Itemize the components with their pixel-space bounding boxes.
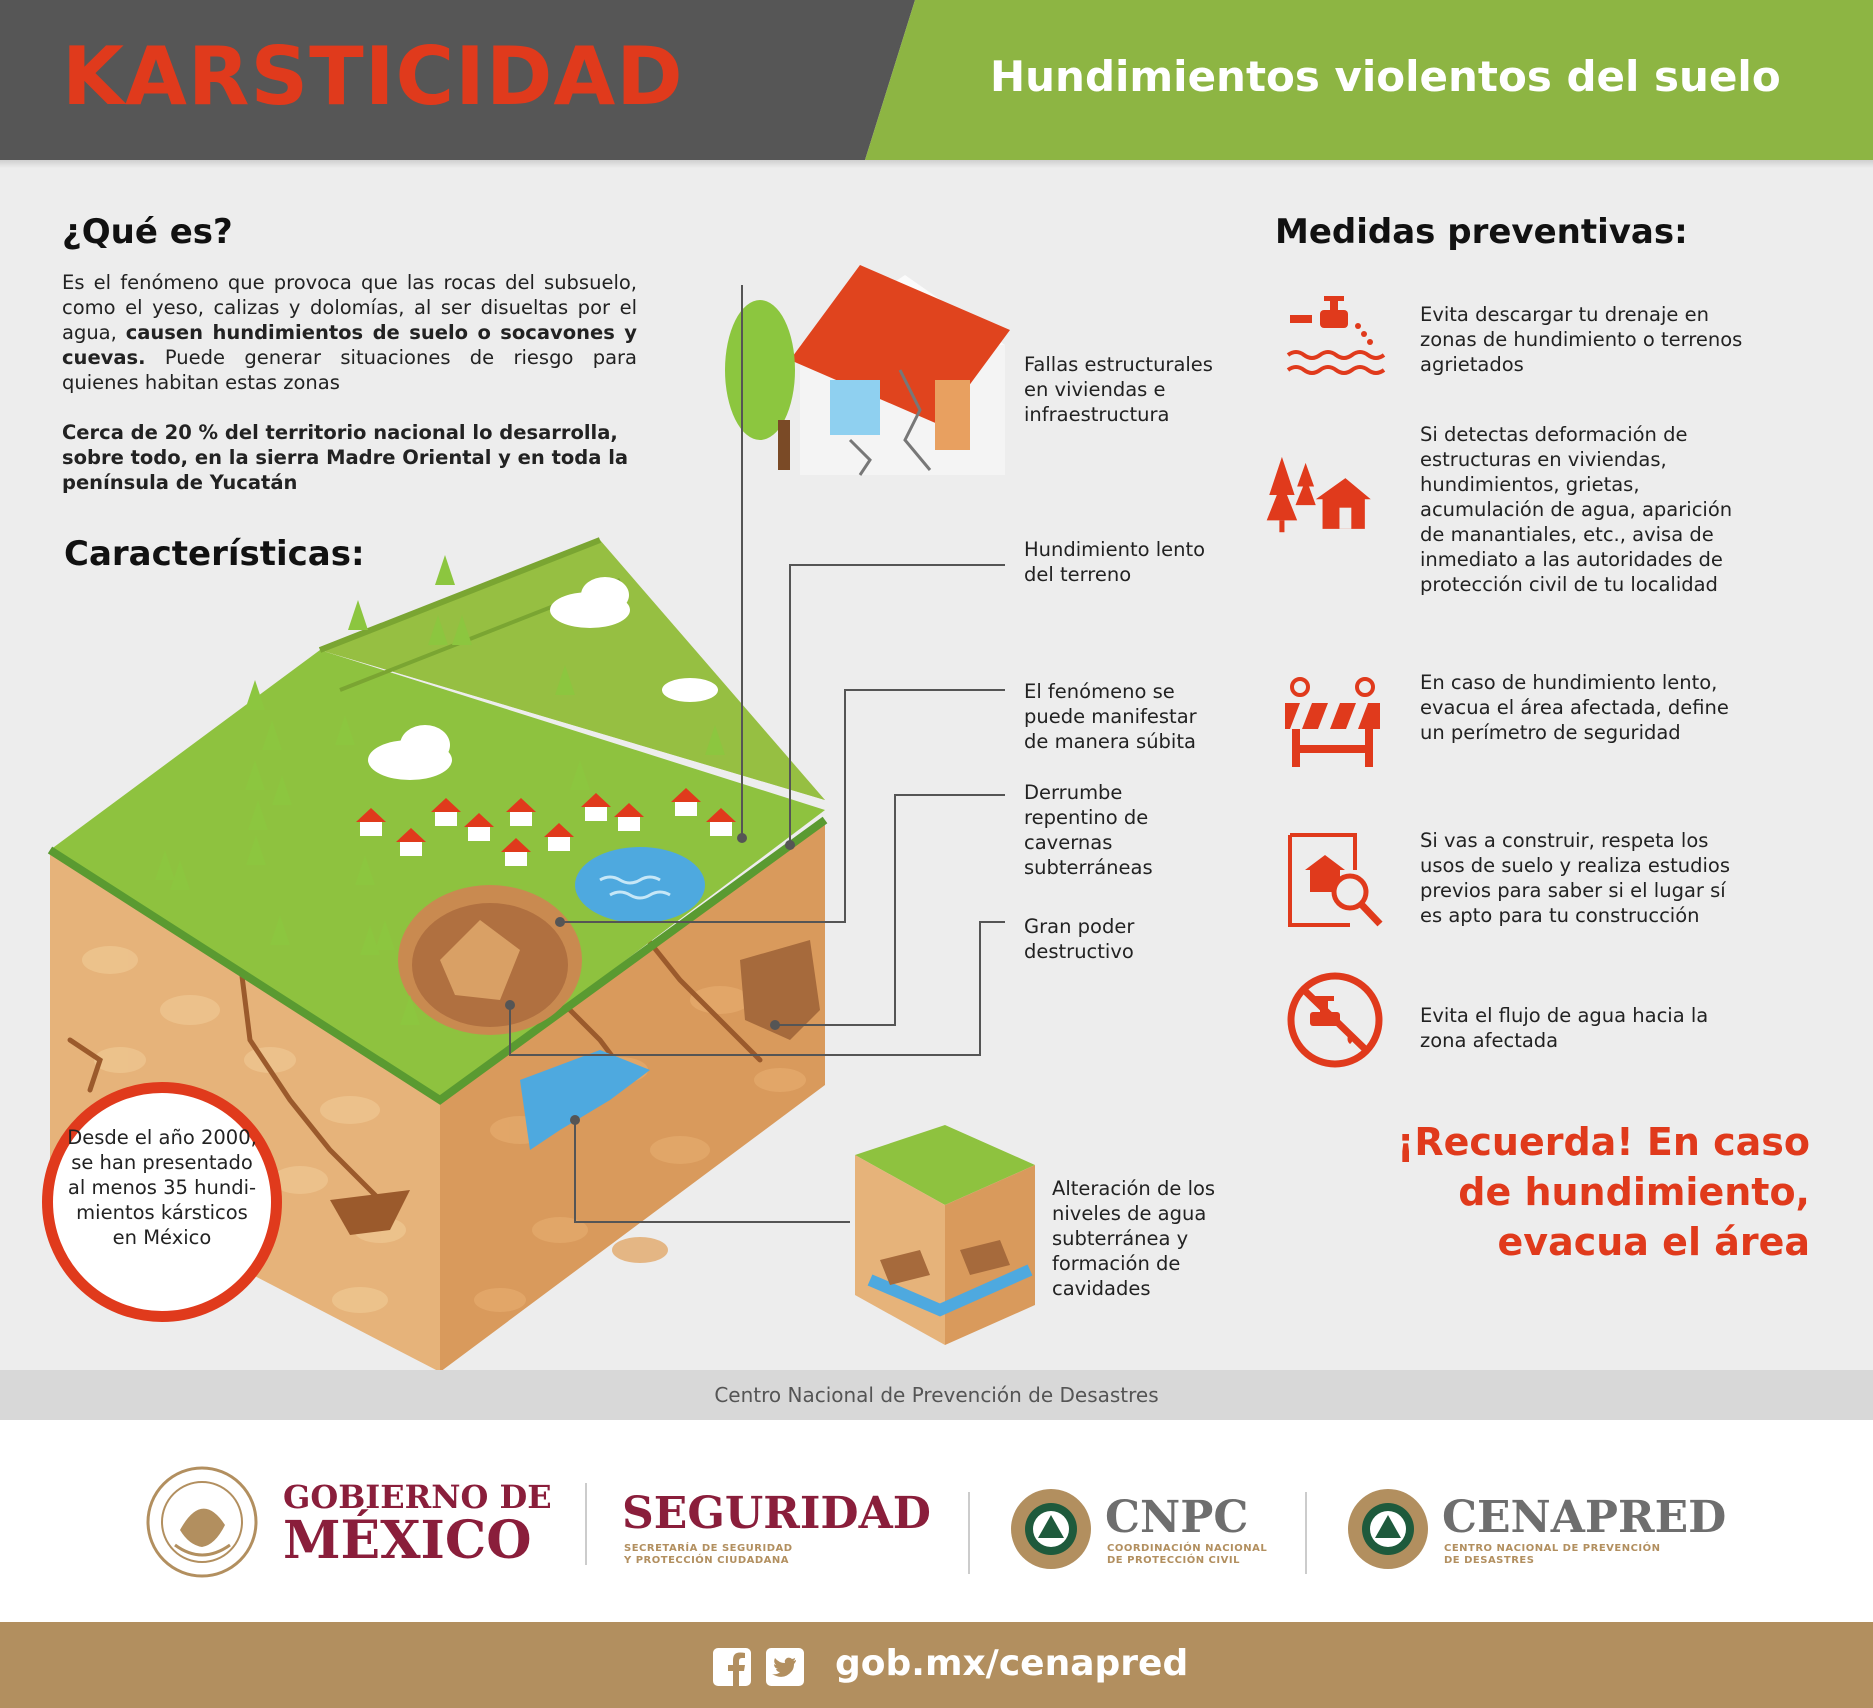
callout-subita: El fenómeno se puede manifestar de manera súbita bbox=[1024, 680, 1197, 753]
cenapred-sub1: CENTRO NACIONAL DE PREVENCIÓN bbox=[1444, 1543, 1661, 1554]
gob-logo-line2: MÉXICO bbox=[283, 1510, 532, 1571]
seguridad-logo: SEGURIDAD bbox=[622, 1488, 931, 1539]
callout-derrumbe: Derrumbe repentino de cavernas subterráneas bbox=[1024, 781, 1153, 879]
drain-water-icon bbox=[1280, 290, 1390, 390]
cenapred-logo: CENAPRED bbox=[1442, 1492, 1727, 1543]
cnpc-logo: CNPC bbox=[1105, 1492, 1249, 1543]
reminder-text: ¡Recuerda! En caso de hundimiento, evacua el área bbox=[1397, 1120, 1810, 1264]
logo-separator bbox=[1305, 1492, 1307, 1574]
cenapred-sub2: DE DESASTRES bbox=[1444, 1555, 1535, 1566]
page-subtitle: Hundimientos violentos del suelo bbox=[990, 52, 1781, 101]
cnpc-emblem-icon bbox=[1008, 1486, 1094, 1572]
national-seal-icon bbox=[145, 1465, 260, 1580]
que-es-text-bold: causen hundimientos de suelo o socavones y cuevas. bbox=[62, 321, 637, 369]
medida-text-2: En caso de hundimiento lento, evacua el área afectada, define un perímetro de seguridad bbox=[1420, 671, 1729, 744]
territory-note: Cerca de 20 % del territorio nacional lo desarrolla, sobre todo, en la sierra Madre Oriental y en toda la península de Yucatán bbox=[62, 421, 629, 494]
cnpc-sub2: DE PROTECCIÓN CIVIL bbox=[1107, 1555, 1240, 1566]
credit-text: Centro Nacional de Prevención de Desastres bbox=[714, 1383, 1159, 1407]
callout-hundimiento-lento: Hundimiento lento del terreno bbox=[1024, 538, 1206, 586]
facebook-icon[interactable] bbox=[713, 1648, 751, 1686]
medida-text-1: Si detectas deformación de estructuras en viviendas, hundimientos, grietas, acumulación de agua, aparición de manantiales, etc., avisa de inmediato a las autoridades de protección civil de tu localidad bbox=[1420, 423, 1733, 596]
medidas-heading: Medidas preventivas: bbox=[1275, 212, 1688, 252]
que-es-text-part2: Puede generar situaciones de riesgo para quienes habitan estas zonas bbox=[62, 346, 637, 394]
page-title: KARSTICIDAD bbox=[62, 30, 684, 123]
gob-logo-line1: GOBIERNO DE bbox=[283, 1478, 552, 1516]
twitter-icon[interactable] bbox=[766, 1648, 804, 1686]
medida-text-4: Evita el flujo de agua hacia la zona afectada bbox=[1420, 1004, 1709, 1052]
cenapred-emblem-icon bbox=[1345, 1486, 1431, 1572]
cnpc-sub1: COORDINACIÓN NACIONAL bbox=[1107, 1543, 1268, 1554]
logo-separator bbox=[968, 1492, 970, 1574]
stat-text: Desde el año 2000, se han presentado al menos 35 hundi- mientos kársticos en México bbox=[67, 1126, 257, 1249]
house-magnifier-icon bbox=[1280, 830, 1390, 930]
caracteristicas-heading: Características: bbox=[64, 534, 365, 574]
seguridad-sub1: SECRETARÍA DE SEGURIDAD bbox=[624, 1543, 793, 1554]
callout-agua-subterranea: Alteración de los niveles de agua subterránea y formación de cavidades bbox=[1052, 1177, 1216, 1300]
seguridad-sub2: Y PROTECCIÓN CIUDADANA bbox=[624, 1555, 790, 1566]
damaged-house-trees-icon bbox=[1265, 445, 1375, 545]
callout-poder-destructivo: Gran poder destructivo bbox=[1024, 915, 1135, 963]
medida-text-0: Evita descargar tu drenaje en zonas de hundimiento o terrenos agrietados bbox=[1420, 303, 1743, 376]
website-url[interactable]: gob.mx/cenapred bbox=[835, 1643, 1189, 1684]
callout-fallas: Fallas estructurales en viviendas e infraestructura bbox=[1024, 353, 1213, 426]
medida-text-3: Si vas a construir, respeta los usos de suelo y realiza estudios previos para saber si el lugar sí es apto para tu construcción bbox=[1420, 829, 1730, 927]
que-es-heading: ¿Qué es? bbox=[62, 212, 233, 252]
barrier-icon bbox=[1280, 675, 1390, 775]
logo-separator bbox=[585, 1483, 587, 1565]
que-es-text-part1: Es el fenómeno que provoca que las rocas del subsuelo, como el yeso, calizas y dolomías, al ser disueltas por el agua, bbox=[62, 271, 637, 344]
no-water-flow-icon bbox=[1280, 970, 1390, 1070]
